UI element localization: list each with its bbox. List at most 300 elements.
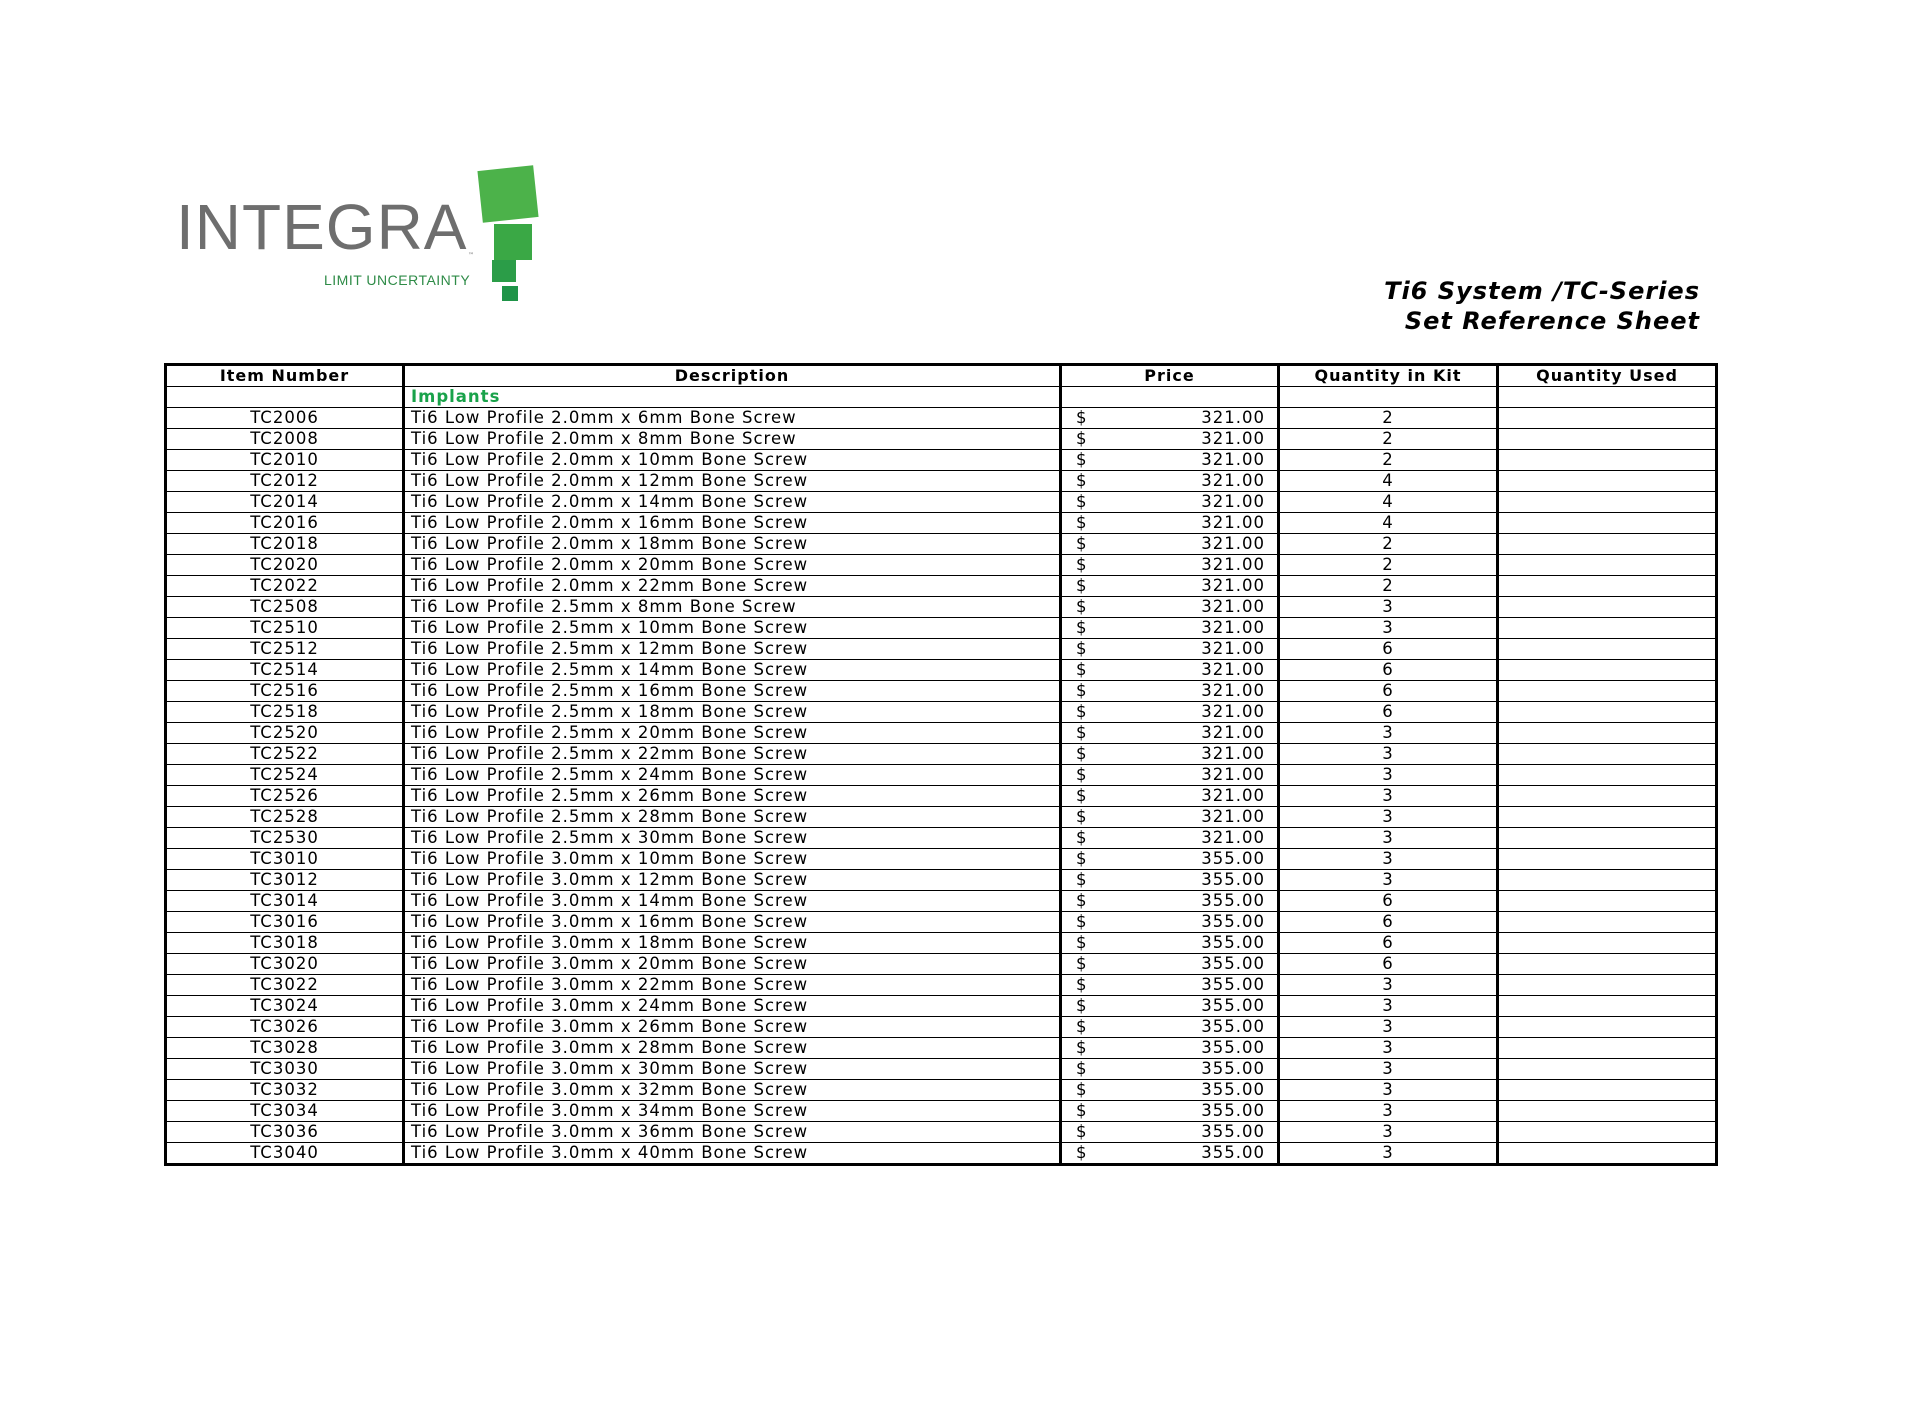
item-number: TC3032 [166, 1080, 404, 1101]
price-amount: 321.00 [1201, 807, 1265, 826]
title-line-1: Ti6 System /TC-Series [1384, 277, 1700, 305]
quantity-used-cell[interactable] [1498, 807, 1717, 828]
price-amount: 355.00 [1201, 849, 1265, 868]
table-row [166, 975, 1717, 996]
item-number: TC3022 [166, 975, 404, 996]
item-description: Ti6 Low Profile 2.5mm x 10mm Bone Screw [404, 618, 1061, 639]
quantity-in-kit: 2 [1279, 555, 1498, 576]
item-number: TC3016 [166, 912, 404, 933]
table-row [166, 429, 1717, 450]
item-number: TC2512 [166, 639, 404, 660]
title-line-2: Set Reference Sheet [1404, 307, 1700, 335]
item-number: TC2016 [166, 513, 404, 534]
quantity-in-kit: 6 [1279, 933, 1498, 954]
item-number: TC2526 [166, 786, 404, 807]
currency-symbol: $ [1076, 408, 1088, 427]
logo-square-icon [492, 260, 516, 282]
item-price [1061, 1143, 1279, 1165]
currency-symbol: $ [1076, 1122, 1088, 1141]
quantity-in-kit: 2 [1279, 429, 1498, 450]
quantity-used-cell[interactable] [1498, 534, 1717, 555]
quantity-in-kit: 6 [1279, 681, 1498, 702]
item-description: Ti6 Low Profile 2.0mm x 12mm Bone Screw [404, 471, 1061, 492]
item-description: Ti6 Low Profile 3.0mm x 32mm Bone Screw [404, 1080, 1061, 1101]
quantity-used-cell[interactable] [1498, 996, 1717, 1017]
currency-symbol: $ [1076, 492, 1088, 511]
item-number: TC2528 [166, 807, 404, 828]
price-amount: 355.00 [1201, 1080, 1265, 1099]
quantity-in-kit: 2 [1279, 450, 1498, 471]
item-number: TC2514 [166, 660, 404, 681]
item-price [1061, 975, 1279, 996]
quantity-used-cell[interactable] [1498, 1059, 1717, 1080]
item-price [1061, 681, 1279, 702]
quantity-used-cell[interactable] [1498, 1122, 1717, 1143]
item-description: Ti6 Low Profile 3.0mm x 34mm Bone Screw [404, 1101, 1061, 1122]
currency-symbol: $ [1076, 681, 1088, 700]
table-row [166, 786, 1717, 807]
currency-symbol: $ [1076, 702, 1088, 721]
table-row [166, 408, 1717, 429]
item-number: TC3030 [166, 1059, 404, 1080]
quantity-used-cell[interactable] [1498, 912, 1717, 933]
item-price [1061, 891, 1279, 912]
price-amount: 355.00 [1201, 1143, 1265, 1162]
price-amount: 321.00 [1201, 702, 1265, 721]
header-description: Description [404, 365, 1061, 387]
item-price [1061, 555, 1279, 576]
item-description: Ti6 Low Profile 3.0mm x 22mm Bone Screw [404, 975, 1061, 996]
currency-symbol: $ [1076, 450, 1088, 469]
currency-symbol: $ [1076, 429, 1088, 448]
currency-symbol: $ [1076, 618, 1088, 637]
quantity-in-kit: 3 [1279, 597, 1498, 618]
price-amount: 355.00 [1201, 1017, 1265, 1036]
item-price [1061, 723, 1279, 744]
price-amount: 355.00 [1201, 975, 1265, 994]
item-description: Ti6 Low Profile 3.0mm x 24mm Bone Screw [404, 996, 1061, 1017]
table-row [166, 597, 1717, 618]
currency-symbol: $ [1076, 870, 1088, 889]
item-description: Ti6 Low Profile 2.5mm x 20mm Bone Screw [404, 723, 1061, 744]
section-price-cell [1061, 387, 1279, 408]
quantity-in-kit: 2 [1279, 408, 1498, 429]
currency-symbol: $ [1076, 1017, 1088, 1036]
item-price [1061, 408, 1279, 429]
section-label: Implants [404, 387, 1061, 408]
table-row [166, 471, 1717, 492]
item-description: Ti6 Low Profile 2.0mm x 10mm Bone Screw [404, 450, 1061, 471]
table-row [166, 555, 1717, 576]
quantity-used-cell[interactable] [1498, 1017, 1717, 1038]
quantity-in-kit: 2 [1279, 534, 1498, 555]
quantity-in-kit: 3 [1279, 744, 1498, 765]
quantity-used-cell[interactable] [1498, 870, 1717, 891]
currency-symbol: $ [1076, 1059, 1088, 1078]
item-description: Ti6 Low Profile 2.5mm x 16mm Bone Screw [404, 681, 1061, 702]
item-description: Ti6 Low Profile 3.0mm x 12mm Bone Screw [404, 870, 1061, 891]
sheet-title [1100, 276, 1700, 336]
currency-symbol: $ [1076, 1101, 1088, 1120]
currency-symbol: $ [1076, 723, 1088, 742]
price-amount: 355.00 [1201, 933, 1265, 952]
integra-logo [176, 168, 556, 303]
item-number: TC3020 [166, 954, 404, 975]
item-description: Ti6 Low Profile 3.0mm x 20mm Bone Screw [404, 954, 1061, 975]
item-number: TC2010 [166, 450, 404, 471]
item-number: TC2516 [166, 681, 404, 702]
item-description: Ti6 Low Profile 3.0mm x 14mm Bone Screw [404, 891, 1061, 912]
item-price [1061, 765, 1279, 786]
quantity-used-cell[interactable] [1498, 891, 1717, 912]
price-amount: 321.00 [1201, 534, 1265, 553]
quantity-used-cell[interactable] [1498, 954, 1717, 975]
item-price [1061, 954, 1279, 975]
logo-trademark: ™ [468, 252, 474, 259]
table-row [166, 576, 1717, 597]
currency-symbol: $ [1076, 975, 1088, 994]
quantity-in-kit: 3 [1279, 1017, 1498, 1038]
currency-symbol: $ [1076, 1038, 1088, 1057]
item-description: Ti6 Low Profile 3.0mm x 18mm Bone Screw [404, 933, 1061, 954]
quantity-in-kit: 3 [1279, 1143, 1498, 1165]
quantity-used-cell[interactable] [1498, 618, 1717, 639]
currency-symbol: $ [1076, 849, 1088, 868]
quantity-in-kit: 6 [1279, 954, 1498, 975]
item-price [1061, 702, 1279, 723]
item-price [1061, 534, 1279, 555]
item-description: Ti6 Low Profile 2.0mm x 14mm Bone Screw [404, 492, 1061, 513]
table-row [166, 1059, 1717, 1080]
currency-symbol: $ [1076, 471, 1088, 490]
item-price [1061, 1038, 1279, 1059]
currency-symbol: $ [1076, 639, 1088, 658]
currency-symbol: $ [1076, 534, 1088, 553]
quantity-in-kit: 3 [1279, 828, 1498, 849]
table-row [166, 807, 1717, 828]
item-number: TC2022 [166, 576, 404, 597]
quantity-in-kit: 6 [1279, 912, 1498, 933]
table-row [166, 828, 1717, 849]
price-amount: 321.00 [1201, 786, 1265, 805]
item-description: Ti6 Low Profile 3.0mm x 36mm Bone Screw [404, 1122, 1061, 1143]
quantity-used-cell[interactable] [1498, 660, 1717, 681]
item-description: Ti6 Low Profile 3.0mm x 28mm Bone Screw [404, 1038, 1061, 1059]
price-amount: 321.00 [1201, 513, 1265, 532]
item-number: TC2518 [166, 702, 404, 723]
table-row [166, 744, 1717, 765]
table-row [166, 723, 1717, 744]
quantity-used-cell[interactable] [1498, 702, 1717, 723]
quantity-in-kit: 3 [1279, 870, 1498, 891]
currency-symbol: $ [1076, 555, 1088, 574]
currency-symbol: $ [1076, 891, 1088, 910]
table-header-row [166, 365, 1717, 387]
item-number: TC3040 [166, 1143, 404, 1165]
table-row [166, 1080, 1717, 1101]
quantity-in-kit: 6 [1279, 702, 1498, 723]
quantity-in-kit: 3 [1279, 1059, 1498, 1080]
quantity-used-cell[interactable] [1498, 975, 1717, 996]
item-description: Ti6 Low Profile 2.0mm x 6mm Bone Screw [404, 408, 1061, 429]
item-number: TC2006 [166, 408, 404, 429]
item-price [1061, 1017, 1279, 1038]
quantity-in-kit: 3 [1279, 1122, 1498, 1143]
currency-symbol: $ [1076, 996, 1088, 1015]
item-number: TC2530 [166, 828, 404, 849]
item-number: TC2522 [166, 744, 404, 765]
currency-symbol: $ [1076, 954, 1088, 973]
item-price [1061, 618, 1279, 639]
item-price [1061, 576, 1279, 597]
section-item-cell [166, 387, 404, 408]
item-description: Ti6 Low Profile 2.5mm x 12mm Bone Screw [404, 639, 1061, 660]
quantity-used-cell[interactable] [1498, 1080, 1717, 1101]
item-price [1061, 429, 1279, 450]
price-amount: 355.00 [1201, 996, 1265, 1015]
table-row [166, 639, 1717, 660]
quantity-used-cell[interactable] [1498, 639, 1717, 660]
quantity-in-kit: 4 [1279, 513, 1498, 534]
quantity-in-kit: 3 [1279, 849, 1498, 870]
table-row [166, 1143, 1717, 1165]
price-amount: 321.00 [1201, 471, 1265, 490]
quantity-used-cell[interactable] [1498, 786, 1717, 807]
quantity-used-cell[interactable] [1498, 513, 1717, 534]
price-amount: 321.00 [1201, 744, 1265, 763]
item-number: TC2520 [166, 723, 404, 744]
table-row [166, 1122, 1717, 1143]
item-price [1061, 996, 1279, 1017]
quantity-used-cell[interactable] [1498, 471, 1717, 492]
table-row [166, 450, 1717, 471]
item-description: Ti6 Low Profile 2.0mm x 8mm Bone Screw [404, 429, 1061, 450]
price-amount: 321.00 [1201, 723, 1265, 742]
table-row [166, 1038, 1717, 1059]
quantity-in-kit: 3 [1279, 618, 1498, 639]
price-amount: 355.00 [1201, 912, 1265, 931]
currency-symbol: $ [1076, 1080, 1088, 1099]
item-price [1061, 912, 1279, 933]
price-amount: 355.00 [1201, 1038, 1265, 1057]
logo-tagline: LIMIT UNCERTAINTY [324, 272, 471, 288]
item-number: TC3028 [166, 1038, 404, 1059]
currency-symbol: $ [1076, 513, 1088, 532]
table-row [166, 618, 1717, 639]
quantity-in-kit: 3 [1279, 723, 1498, 744]
item-description: Ti6 Low Profile 3.0mm x 26mm Bone Screw [404, 1017, 1061, 1038]
quantity-in-kit: 3 [1279, 996, 1498, 1017]
item-description: Ti6 Low Profile 2.5mm x 22mm Bone Screw [404, 744, 1061, 765]
currency-symbol: $ [1076, 933, 1088, 952]
price-amount: 355.00 [1201, 1059, 1265, 1078]
quantity-in-kit: 6 [1279, 891, 1498, 912]
quantity-used-cell[interactable] [1498, 1143, 1717, 1165]
price-amount: 321.00 [1201, 660, 1265, 679]
price-amount: 321.00 [1201, 618, 1265, 637]
item-description: Ti6 Low Profile 2.5mm x 28mm Bone Screw [404, 807, 1061, 828]
quantity-used-cell[interactable] [1498, 723, 1717, 744]
item-price [1061, 807, 1279, 828]
table-row [166, 933, 1717, 954]
item-number: TC2008 [166, 429, 404, 450]
currency-symbol: $ [1076, 765, 1088, 784]
item-price [1061, 786, 1279, 807]
item-price [1061, 828, 1279, 849]
logo-square-icon [494, 224, 532, 260]
price-amount: 355.00 [1201, 870, 1265, 889]
price-amount: 321.00 [1201, 681, 1265, 700]
quantity-in-kit: 2 [1279, 576, 1498, 597]
price-amount: 321.00 [1201, 408, 1265, 427]
quantity-in-kit: 6 [1279, 660, 1498, 681]
item-description: Ti6 Low Profile 2.0mm x 18mm Bone Screw [404, 534, 1061, 555]
header-item-number: Item Number [166, 365, 404, 387]
table-row [166, 954, 1717, 975]
quantity-used-cell[interactable] [1498, 681, 1717, 702]
price-amount: 321.00 [1201, 765, 1265, 784]
item-price [1061, 744, 1279, 765]
quantity-used-cell[interactable] [1498, 429, 1717, 450]
quantity-in-kit: 4 [1279, 492, 1498, 513]
item-price [1061, 1059, 1279, 1080]
item-description: Ti6 Low Profile 2.5mm x 18mm Bone Screw [404, 702, 1061, 723]
logo-wordmark: INTEGRA [176, 191, 468, 263]
item-price [1061, 933, 1279, 954]
quantity-in-kit: 3 [1279, 765, 1498, 786]
quantity-in-kit: 3 [1279, 786, 1498, 807]
quantity-in-kit: 3 [1279, 807, 1498, 828]
header-quantity-used: Quantity Used [1498, 365, 1717, 387]
table-row [166, 870, 1717, 891]
item-number: TC3012 [166, 870, 404, 891]
item-number: TC2014 [166, 492, 404, 513]
item-price [1061, 1080, 1279, 1101]
quantity-used-cell[interactable] [1498, 933, 1717, 954]
section-used-cell [1498, 387, 1717, 408]
item-description: Ti6 Low Profile 3.0mm x 40mm Bone Screw [404, 1143, 1061, 1165]
item-price [1061, 597, 1279, 618]
item-number: TC3018 [166, 933, 404, 954]
quantity-in-kit: 4 [1279, 471, 1498, 492]
section-row [166, 387, 1717, 408]
quantity-in-kit: 3 [1279, 1080, 1498, 1101]
section-qty-cell [1279, 387, 1498, 408]
currency-symbol: $ [1076, 807, 1088, 826]
item-description: Ti6 Low Profile 2.5mm x 30mm Bone Screw [404, 828, 1061, 849]
item-price [1061, 492, 1279, 513]
quantity-used-cell[interactable] [1498, 849, 1717, 870]
item-description: Ti6 Low Profile 2.0mm x 20mm Bone Screw [404, 555, 1061, 576]
item-price [1061, 849, 1279, 870]
item-number: TC3034 [166, 1101, 404, 1122]
quantity-used-cell[interactable] [1498, 597, 1717, 618]
price-amount: 355.00 [1201, 1101, 1265, 1120]
table-row [166, 660, 1717, 681]
item-number: TC2510 [166, 618, 404, 639]
item-number: TC3036 [166, 1122, 404, 1143]
table-row [166, 891, 1717, 912]
table-row [166, 1017, 1717, 1038]
currency-symbol: $ [1076, 786, 1088, 805]
price-amount: 355.00 [1201, 954, 1265, 973]
item-price [1061, 1101, 1279, 1122]
price-amount: 355.00 [1201, 1122, 1265, 1141]
quantity-used-cell[interactable] [1498, 1038, 1717, 1059]
table-row [166, 849, 1717, 870]
item-price [1061, 450, 1279, 471]
quantity-used-cell[interactable] [1498, 1101, 1717, 1122]
item-number: TC2524 [166, 765, 404, 786]
item-description: Ti6 Low Profile 3.0mm x 30mm Bone Screw [404, 1059, 1061, 1080]
item-number: TC3024 [166, 996, 404, 1017]
header-quantity-in-kit: Quantity in Kit [1279, 365, 1498, 387]
quantity-in-kit: 3 [1279, 1038, 1498, 1059]
price-amount: 321.00 [1201, 450, 1265, 469]
currency-symbol: $ [1076, 597, 1088, 616]
quantity-in-kit: 3 [1279, 1101, 1498, 1122]
item-description: Ti6 Low Profile 2.0mm x 16mm Bone Screw [404, 513, 1061, 534]
currency-symbol: $ [1076, 1143, 1088, 1162]
quantity-in-kit: 3 [1279, 975, 1498, 996]
price-amount: 321.00 [1201, 828, 1265, 847]
item-description: Ti6 Low Profile 2.5mm x 8mm Bone Screw [404, 597, 1061, 618]
item-number: TC3010 [166, 849, 404, 870]
quantity-used-cell[interactable] [1498, 744, 1717, 765]
item-number: TC2020 [166, 555, 404, 576]
item-description: Ti6 Low Profile 2.5mm x 26mm Bone Screw [404, 786, 1061, 807]
item-number: TC2012 [166, 471, 404, 492]
currency-symbol: $ [1076, 576, 1088, 595]
price-amount: 321.00 [1201, 555, 1265, 574]
quantity-used-cell[interactable] [1498, 828, 1717, 849]
table-row [166, 534, 1717, 555]
quantity-used-cell[interactable] [1498, 450, 1717, 471]
quantity-used-cell[interactable] [1498, 765, 1717, 786]
price-amount: 321.00 [1201, 639, 1265, 658]
table-row [166, 765, 1717, 786]
quantity-used-cell[interactable] [1498, 555, 1717, 576]
item-description: Ti6 Low Profile 2.5mm x 14mm Bone Screw [404, 660, 1061, 681]
item-price [1061, 513, 1279, 534]
item-description: Ti6 Low Profile 2.0mm x 22mm Bone Screw [404, 576, 1061, 597]
table-row [166, 492, 1717, 513]
item-number: TC3014 [166, 891, 404, 912]
price-amount: 355.00 [1201, 891, 1265, 910]
item-description: Ti6 Low Profile 2.5mm x 24mm Bone Screw [404, 765, 1061, 786]
item-number: TC2508 [166, 597, 404, 618]
header-price: Price [1061, 365, 1279, 387]
item-number: TC3026 [166, 1017, 404, 1038]
table-row [166, 702, 1717, 723]
item-price [1061, 471, 1279, 492]
currency-symbol: $ [1076, 660, 1088, 679]
item-price [1061, 660, 1279, 681]
quantity-used-cell[interactable] [1498, 576, 1717, 597]
table-row [166, 1101, 1717, 1122]
currency-symbol: $ [1076, 912, 1088, 931]
item-number: TC2018 [166, 534, 404, 555]
quantity-used-cell[interactable] [1498, 492, 1717, 513]
table-row [166, 513, 1717, 534]
table-row [166, 996, 1717, 1017]
quantity-used-cell[interactable] [1498, 408, 1717, 429]
reference-table [164, 363, 1718, 1166]
item-description: Ti6 Low Profile 3.0mm x 10mm Bone Screw [404, 849, 1061, 870]
logo-square-icon [502, 286, 518, 301]
table-row [166, 681, 1717, 702]
item-description: Ti6 Low Profile 3.0mm x 16mm Bone Screw [404, 912, 1061, 933]
